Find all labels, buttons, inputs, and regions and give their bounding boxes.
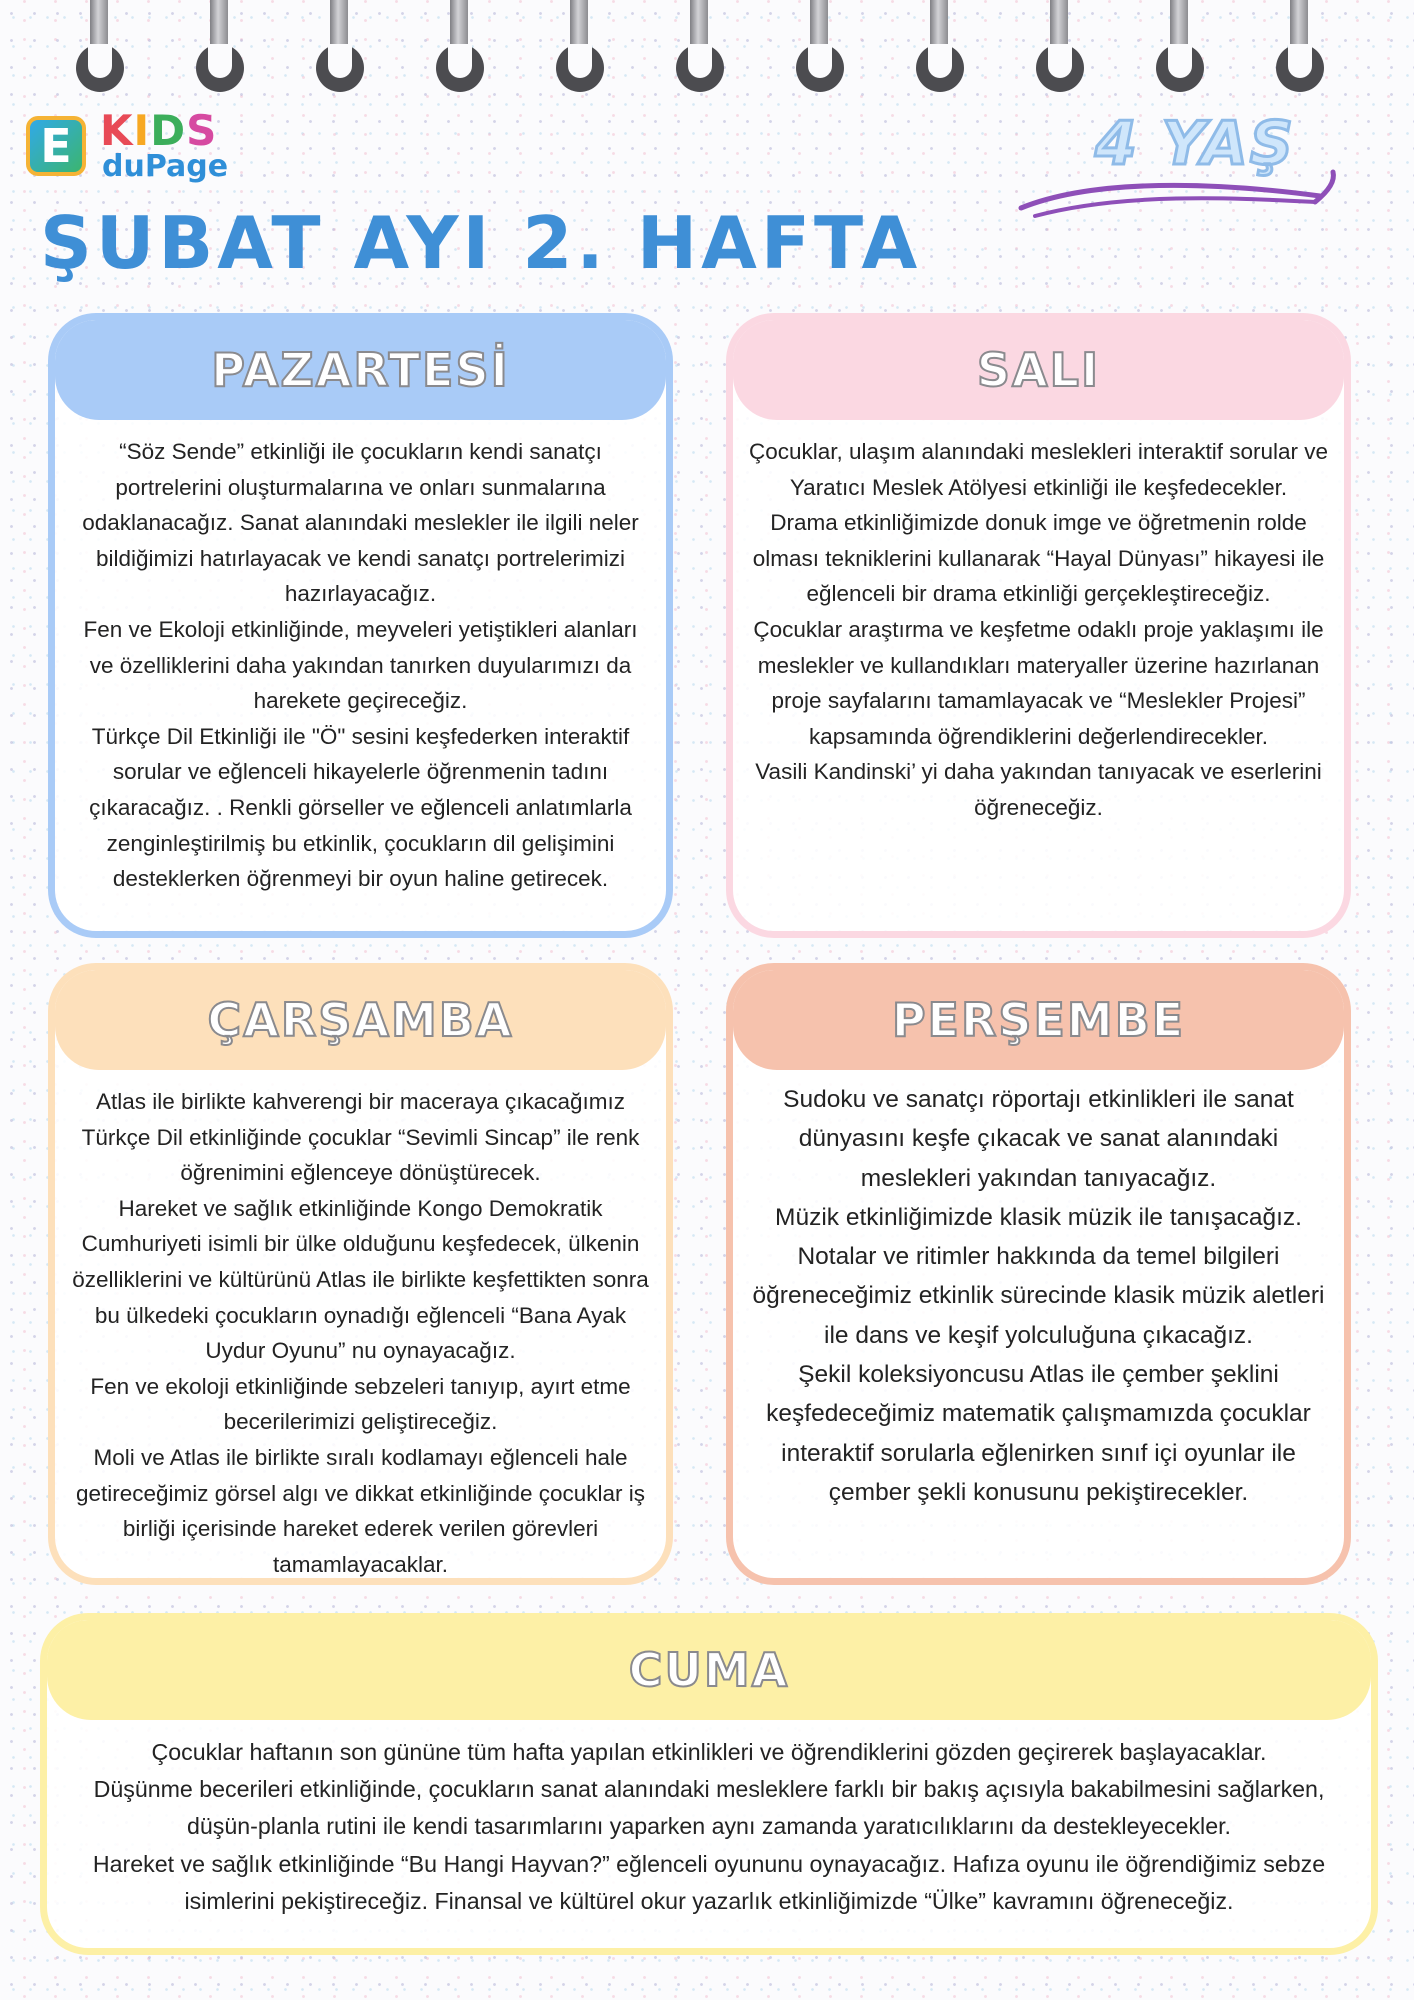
day-card-header	[733, 320, 1344, 420]
day-card-pazartesi	[48, 313, 673, 938]
activity-paragraph: Çocuklar, ulaşım alanındaki meslekleri interaktif sorular ve Yaratıcı Meslek Atölyesi etkinliği ile keşfedecekler.	[749, 439, 1328, 500]
day-card-carsamba	[48, 963, 673, 1585]
day-card-persembe	[726, 963, 1351, 1585]
activity-paragraph: Sudoku ve sanatçı röportajı etkinlikleri ile sanat dünyasını keşfe çıkacak ve sanat alanındaki meslekleri yakından tanıyacağız.	[783, 1086, 1294, 1192]
binding-ring	[674, 0, 726, 96]
day-card-header	[733, 970, 1344, 1070]
page-title: ŞUBAT AYI 2. HAFTA	[40, 201, 922, 285]
day-card-header	[55, 320, 666, 420]
day-title: CUMA	[628, 1643, 790, 1697]
day-card-body	[55, 1070, 666, 1582]
day-card-body	[733, 1070, 1344, 1512]
binding-ring	[434, 0, 486, 96]
activity-paragraph: Hareket ve sağlık etkinliğinde “Bu Hangi Hayvan?” eğlenceli oyununu oynayacağız. Hafıza oyunu ile öğrendiğimiz sebze isimlerini pekiştireceğiz. Finansal ve kültürel okur yazarlık etkinliğimizde “Ülke” kavramını öğreneceğiz.	[92, 1850, 1326, 1914]
logo-kids-text: KIDS	[100, 106, 218, 155]
activity-paragraph: Vasili Kandinski’ yi daha yakından tanıyacak ve eserlerini öğreneceğiz.	[755, 759, 1322, 820]
activity-paragraph: Hareket ve sağlık etkinliğinde Kongo Demokratik Cumhuriyeti isimli bir ülke olduğunu keşfedecek, ülkenin özelliklerini ve kültürünü Atlas ile birlikte keşfettikten sonra bu ülkedeki çocukların oynadığı eğlenceli “Bana Ayak Uydur Oyunu” nu oynayacağız.	[72, 1195, 649, 1364]
activity-paragraph: Çocuklar araştırma ve keşfetme odaklı proje yaklaşımı ile meslekler ve kullandıkları materyaller üzerine hazırlanan proje sayfalarını tamamlayacak ve “Meslekler Projesi” kapsamında öğrendiklerini değerlendirecekler.	[753, 616, 1324, 749]
activity-paragraph: Şekil koleksiyoncusu Atlas ile çember şeklini keşfedeceğimiz matematik çalışmamızda çocuklar interaktif sorularla eğlenirken sınıf içi oyunlar ile çember şekli konusunu pekiştirecekler.	[766, 1361, 1311, 1506]
activity-paragraph: Fen ve ekoloji etkinliğinde sebzeleri tanıyıp, ayırt etme becerilerimizi geliştireceğiz.	[90, 1373, 631, 1435]
day-card-header	[47, 1620, 1371, 1720]
edupage-kids-logo	[22, 106, 229, 188]
age-label: 4 YAŞ	[1095, 109, 1295, 179]
activity-paragraph: Drama etkinliğimizde donuk imge ve öğretmenin rolde olması tekniklerini kullanarak “Hayal Dünyası” hikayesi ile eğlenceli bir drama etkinliği gerçekleştireceğiz.	[752, 510, 1325, 607]
binding-ring	[794, 0, 846, 96]
day-title: PAZARTESİ	[211, 343, 510, 397]
notebook-binding	[0, 0, 1414, 110]
activity-paragraph: “Söz Sende” etkinliği ile çocukların kendi sanatçı portrelerini oluşturmalarına ve onları sunmalarına odaklanacağız. Sanat alanındaki meslekler ile ilgili neler bildiğimizi hatırlayacak ve kendi sanatçı portrelerimizi hazırlayacağız.	[82, 439, 639, 607]
activity-paragraph: Türkçe Dil Etkinliği ile "Ö" sesini keşfederken interaktif sorular ve eğlenceli hikayelerle öğrenmenin tadını çıkaracağız. . Renkli görseller ve eğlenceli anlatımlarla zenginleştirilmiş bu etkinlik, çocukların dil gelişimini desteklerken öğrenmeyi bir oyun haline getirecek.	[89, 723, 632, 892]
activity-paragraph: Çocuklar haftanın son gününe tüm hafta yapılan etkinlikleri ve öğrendiklerini gözden geçirerek başlayacaklar.	[151, 1739, 1267, 1765]
underline-swoosh-icon	[1015, 168, 1345, 228]
binding-ring	[314, 0, 366, 96]
day-title: ÇARŞAMBA	[207, 993, 514, 1047]
binding-ring	[914, 0, 966, 96]
activity-paragraph: Düşünme becerileri etkinliğinde, çocukların sanat alanındaki mesleklere farklı bir bakış açısıyla bakabilmesini sağlarken, düşün-planla rutini ile kendi tasarımlarını yaparken aynı zamanda yaratıcılıklarını da destekleyecekler.	[93, 1776, 1325, 1840]
binding-ring	[554, 0, 606, 96]
day-card-cuma	[40, 1613, 1378, 1955]
binding-ring	[1034, 0, 1086, 96]
day-title: SALI	[976, 343, 1101, 397]
binding-ring	[74, 0, 126, 96]
day-card-body	[47, 1720, 1371, 1920]
day-card-sali	[726, 313, 1351, 938]
day-card-header	[55, 970, 666, 1070]
activity-paragraph: Müzik etkinliğimizde klasik müzik ile tanışacağız. Notalar ve ritimler hakkında da temel bilgileri öğreneceğimiz etkinlik sürecinde klasik müzik aletleri ile dans ve keşif yolculuğuna çıkacağız.	[752, 1203, 1325, 1349]
day-title: PERŞEMBE	[891, 993, 1186, 1047]
binding-ring	[1274, 0, 1326, 96]
logo-dupage-text: duPage	[102, 149, 229, 184]
day-card-body	[733, 420, 1344, 826]
binding-ring	[1154, 0, 1206, 96]
activity-paragraph: Moli ve Atlas ile birlikte sıralı kodlamayı eğlenceli hale getireceğimiz görsel algı ve dikkat etkinliğinde çocuklar iş birliği içerisinde hareket ederek verilen görevleri tamamlayacaklar.	[75, 1444, 645, 1577]
binding-ring	[194, 0, 246, 96]
logo-e-mark: E	[26, 116, 86, 176]
day-card-body	[55, 420, 666, 897]
activity-paragraph: Atlas ile birlikte kahverengi bir maceraya çıkacağımız Türkçe Dil etkinliğinde çocuklar “Sevimli Sincap” ile renk öğrenimini eğlenceye dönüştürecek.	[81, 1089, 640, 1186]
activity-paragraph: Fen ve Ekoloji etkinliğinde, meyveleri yetiştikleri alanları ve özelliklerini daha yakından tanırken duyularımızı da harekete geçireceğiz.	[83, 616, 638, 714]
